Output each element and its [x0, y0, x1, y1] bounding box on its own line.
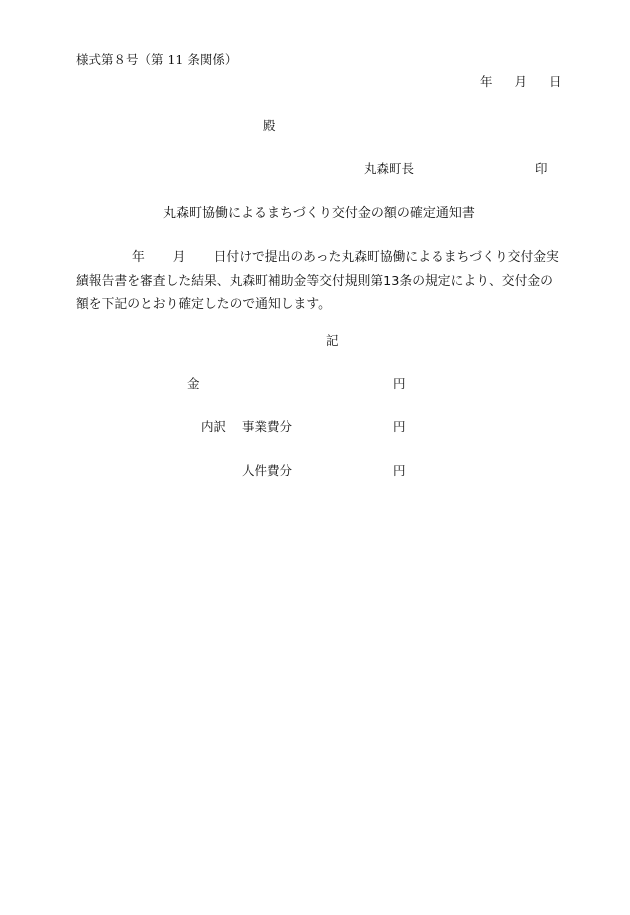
body-month-label: 月	[172, 250, 186, 265]
body-line-1	[76, 246, 592, 270]
issuer-seal: 印	[535, 161, 548, 176]
addressee-suffix: 殿	[263, 118, 276, 133]
breakdown-label: 内訳	[201, 419, 227, 434]
notice-heading: 記	[326, 333, 339, 348]
personnel-cost-unit: 円	[393, 463, 406, 478]
body-line-3: 額を下記のとおり確定したので通知します。	[76, 297, 331, 312]
date-year-label: 年	[480, 74, 493, 89]
date-day-label: 日	[549, 74, 562, 89]
amount-unit: 円	[393, 376, 406, 391]
amount-label: 金	[187, 376, 200, 391]
project-cost-unit: 円	[393, 419, 406, 434]
project-cost-label: 事業費分	[242, 419, 293, 434]
body-year-label: 年	[132, 250, 145, 265]
personnel-cost-label: 人件費分	[242, 463, 293, 478]
body-line-1-text: 日付けで提出のあった丸森町協働によるまちづくり交付金実	[213, 250, 559, 265]
date-month-label: 月	[514, 74, 528, 89]
date-line	[480, 76, 562, 89]
issuer-name: 丸森町長	[364, 161, 415, 176]
body-paragraph	[76, 246, 592, 317]
body-line-2: 績報告書を審査した結果、丸森町補助金等交付規則第13条の規定により、交付金の	[76, 273, 553, 289]
form-number: 様式第８号（第 11 条関係）	[76, 52, 238, 67]
document-title: 丸森町協働によるまちづくり交付金の額の確定通知書	[163, 206, 475, 221]
